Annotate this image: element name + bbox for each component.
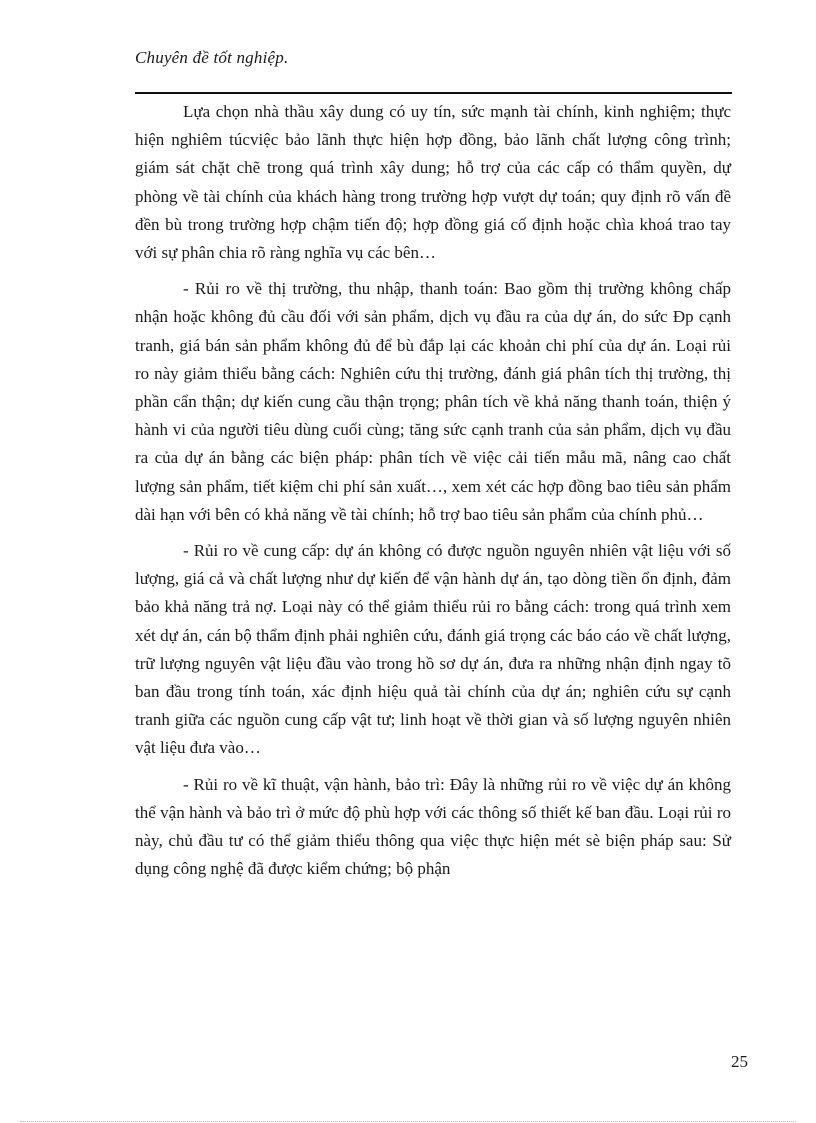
header-divider (135, 92, 732, 94)
paragraph-supply-risk: - Rủi ro về cung cấp: dự án không có được nguồn nguyên nhiên vật liệu với số lượng, giá cả và chất lượng như dự kiến để vận hành dự án, tạo dòng tiền ổn định, đảm bảo khả năng trả nợ. Loại này có thể giảm thiểu rủi ro bằng cách: trong quá trình xem xét dự án, cán bộ thẩm định phải nghiên cứu, đánh giá trọng các báo cáo về chất lượng, trữ lượng nguyên vật liệu đầu vào trong hồ sơ dự án, đưa ra những nhận định ngay tõ ban đầu trong tính toán, xác định hiệu quả tài chính của dự án; nghiên cứu sự cạnh tranh giữa các nguồn cung cấp vật tư; linh hoạt về thời gian và số lượng nguyên nhiên vật liệu đưa vào… (135, 541, 731, 758)
paragraph-contractor-selection: Lựa chọn nhà thầu xây dung có uy tín, sức mạnh tài chính, kinh nghiệm; thực hiện nghiêm túcviệc bảo lãnh thực hiện hợp đồng, bảo lãnh chất lượng công trình; giám sát chặt chẽ trong quá trình xây dung; hỗ trợ của các cấp có thẩm quyền, dự phòng về tài chính của khách hàng trong trường hợp vượt dự toán; quy định rõ vấn đề đền bù trong trường hợp chậm tiến độ; hợp đồng giá cố định hoặc chìa khoá trao tay với sự phân chia rõ ràng nghĩa vụ các bên… (135, 102, 731, 263)
paragraph-technical-risk: - Rủi ro về kĩ thuật, vận hành, bảo trì: Đây là những rủi ro về việc dự án không thể vận hành và bảo trì ở mức độ phù hợp với các thông số thiết kế ban đầu. Loại rủi ro này, chủ đầu tư có thể giảm thiểu thông qua việc thực hiện mét sè biện pháp sau: Sử dụng công nghệ đã được kiểm chứng; bộ phận (135, 774, 731, 879)
page-bottom-border (20, 1121, 796, 1122)
document-body (135, 98, 731, 891)
page-number: 25 (731, 1052, 748, 1071)
paragraph-market-risk: - Rủi ro về thị trường, thu nhập, thanh toán: Bao gồm thị trường không chấp nhận hoặc không đủ cầu đối với sản phẩm, dịch vụ đầu ra của dự án, do sức Đp cạnh tranh, giá bán sản phẩm không đủ để bù đắp lại các khoản chi phí của dự án. Loại rủi ro này giảm thiểu bằng cách: Nghiên cứu thị trường, đánh giá phân tích thị trường, thị phần cẩn thận; dự kiến cung cầu thận trọng; phân tích về khả năng thanh toán, thiện ý hành vi của người tiêu dùng cuối cùng; tăng sức cạnh tranh của sản phẩm, dịch vụ đầu ra của dự án bằng các biện pháp: phân tích về việc cải tiến mẫu mã, nâng cao chất lượng sản phẩm, tiết kiệm chi phí sản xuất…, xem xét các hợp đồng bao tiêu sản phẩm dài hạn với bên có khả năng về tài chính; hỗ trợ bao tiêu sản phẩm của chính phủ… (135, 279, 731, 524)
document-header-title: Chuyên đề tốt nghiệp. (135, 48, 289, 67)
